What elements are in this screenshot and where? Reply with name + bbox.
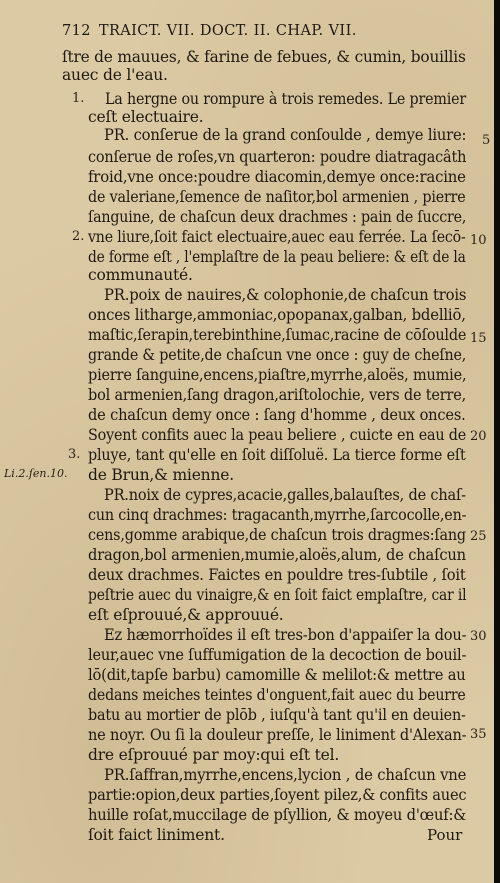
line-number: 20 — [470, 429, 487, 444]
text-line: onces litharge,ammoniac,opopanax,galban, bdelliō, — [88, 306, 466, 324]
text-line: maſtic,ſerapin,terebinthine,ſumac,racine de cōſoulde — [88, 326, 467, 344]
text-line: peſtrie auec du vinaigre,& en ſoit faict emplaſtre, car il — [88, 586, 467, 604]
text-line: cun cinq drachmes: tragacanth,myrrhe,ſarcocolle,en- — [88, 506, 467, 524]
line-number: 5 — [482, 133, 491, 148]
text-line: partie:opion,deux parties,ſoyent pilez,& confits auec — [88, 786, 467, 804]
text-line: conſerue de roſes,vn quarteron: poudre diatragacâth — [88, 148, 467, 166]
text-line: huille roſat,muccilage de pſyllion, & moyeu d'œuf:& — [88, 806, 467, 824]
text-line: grande & petite,de chaſcun vne once : guy de cheſne, — [88, 346, 467, 364]
margin-number: 3. — [68, 447, 81, 462]
text-line: ſoit faict liniment. — [88, 826, 225, 844]
text-line: de forme eſt , l'emplaſtre de la peau beliere: & eſt de la — [88, 248, 466, 266]
page-number: 712 — [62, 23, 91, 39]
text-line: vne liure,ſoit faict electuaire,auec eau ferrée. La ſecō- — [88, 228, 466, 246]
text-line: lō(dit,tapſe barbu) camomille & melilot:& mettre au — [88, 666, 466, 684]
text-line: pluye, tant qu'elle en ſoit diſſoluë. La tierce forme eſt — [88, 446, 466, 464]
margin-source-note: Li.2.ſen.10. — [4, 467, 68, 480]
running-head — [62, 22, 357, 40]
text-line: eſt eſprouué,& approuué. — [88, 606, 284, 624]
margin-number: 2. — [72, 229, 85, 244]
text-line: communauté. — [88, 266, 193, 284]
text-line: deux drachmes. Faictes en pouldre tres-ſubtile , ſoit — [88, 566, 466, 584]
line-number: 15 — [470, 331, 487, 346]
text-line: La hergne ou rompure à trois remedes. Le premier — [105, 90, 466, 108]
line-number: 10 — [470, 233, 487, 248]
text-line: de valeriane,ſemence de naſitor,bol armenien , pierre — [88, 188, 466, 206]
text-line: PR.noix de cypres,acacie,galles,balauſtes, de chaſ- — [104, 486, 466, 504]
text-line: pierre ſanguine,encens,piaſtre,myrrhe,aloës, mumie, — [88, 366, 467, 384]
text-line: de chaſcun demy once : ſang d'homme , deux onces. — [88, 406, 466, 424]
line-number: 25 — [470, 529, 487, 544]
text-line: dre eſprouué par moy:qui eſt tel. — [88, 746, 340, 764]
text-line: leur,auec vne ſuffumigation de la decoction de bouil- — [88, 646, 467, 664]
text-line: dedans meiches teintes d'onguent,fait auec du beurre — [88, 686, 466, 704]
text-line: froid,vne once:poudre diacomin,demye once:racine — [88, 168, 466, 186]
margin-number: 1. — [72, 91, 85, 106]
line-number: 35 — [470, 727, 487, 742]
text-line: ceſt electuaire. — [88, 108, 204, 126]
text-line: de Brun,& mienne. — [88, 466, 234, 484]
running-head-title: TRAICT. VII. DOCT. II. CHAP. VII. — [98, 23, 357, 39]
text-line: bol armenien,ſang dragon,ariſtolochie, vers de terre, — [88, 386, 467, 404]
text-line: PR.poix de nauires,& colophonie,de chaſcun trois — [104, 286, 467, 304]
text-line: cens,gomme arabique,de chaſcun trois dragmes:ſang — [88, 526, 466, 544]
text-line: PR. conſerue de la grand conſoulde , demye liure: — [104, 126, 467, 144]
text-line: auec de l'eau. — [62, 66, 168, 84]
text-line: dragon,bol armenien,mumie,aloës,alum, de chaſcun — [88, 546, 466, 564]
text-line: Ez hæmorrhoïdes il eſt tres-bon d'appaiſer la dou- — [104, 626, 467, 644]
text-line: ſanguine, de chaſcun deux drachmes : pain de ſuccre, — [88, 208, 467, 226]
text-line: PR.ſaffran,myrrhe,encens,lycion , de chaſcun vne — [104, 766, 467, 784]
text-line: ſtre de mauues, & farine de febues, & cumin, bouillis — [62, 48, 466, 66]
line-number: 30 — [470, 629, 487, 644]
page-edge-shadow — [494, 0, 500, 883]
text-line: ne noyr. Ou ſi la douleur preſſe, le liniment d'Alexan- — [88, 726, 467, 744]
text-line: batu au mortier de plōb , iuſqu'à tant qu'il en deuien- — [88, 706, 466, 724]
text-line: Soyent confits auec la peau beliere , cuicte en eau de — [88, 426, 467, 444]
catchword: Pour — [427, 826, 463, 844]
